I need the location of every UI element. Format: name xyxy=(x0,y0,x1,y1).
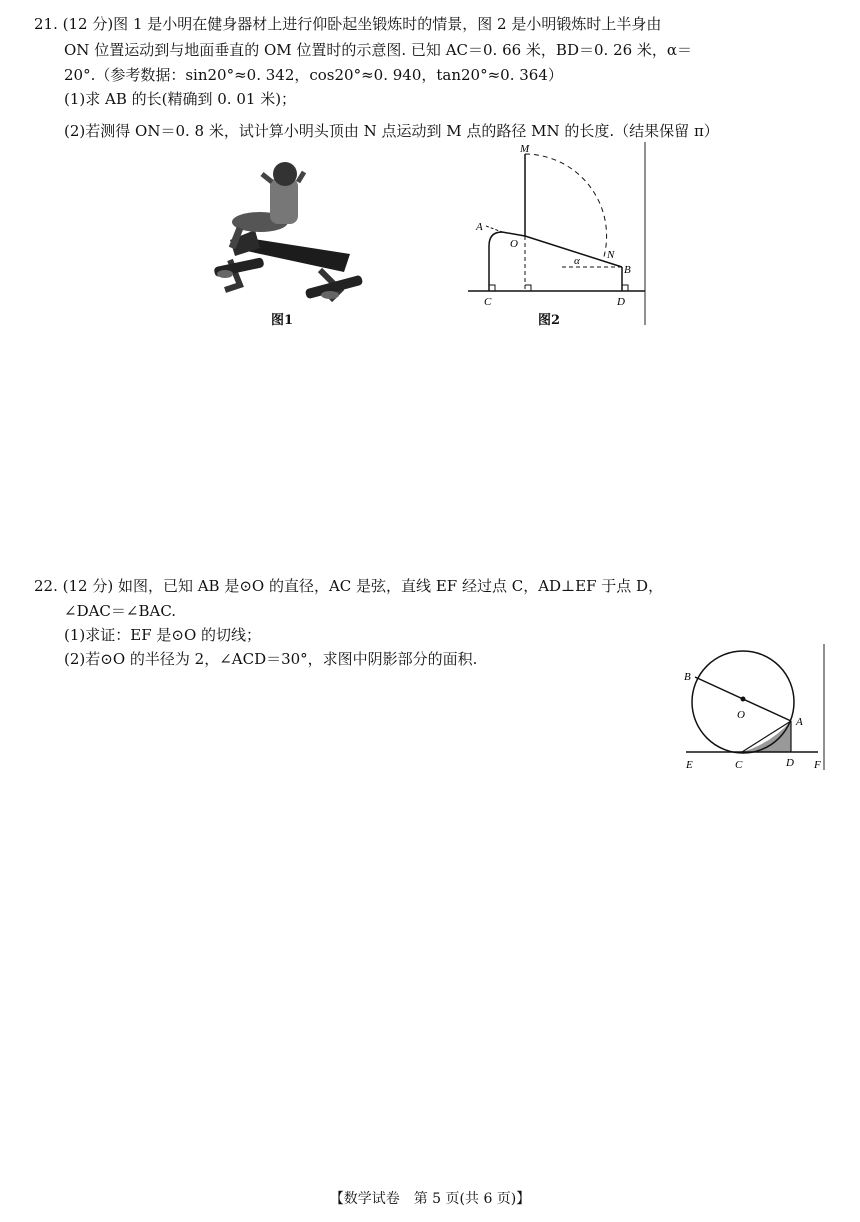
fig2-label-A: A xyxy=(476,221,483,233)
q22-line2: ∠DAC＝∠BAC. xyxy=(64,602,177,620)
fig2-label-alpha: α xyxy=(574,255,580,267)
fig2-label-C: C xyxy=(484,296,492,308)
q21-part2: (2)若测得 ON＝0. 8 米，试计算小明头顶由 N 点运动到 M 点的路径 MN 的长度.（结果保留 π） xyxy=(64,122,719,140)
circle-label-O: O xyxy=(737,709,745,721)
fig2-label-B: B xyxy=(624,264,631,276)
fig2-label-M: M xyxy=(520,143,530,155)
page-footer: 【数学试卷 第 5 页(共 6 页)】 xyxy=(329,1191,531,1207)
figure-2-diagram xyxy=(462,140,652,330)
circle-label-E: E xyxy=(686,759,693,771)
figure-2-caption: 图2 xyxy=(538,313,561,328)
figure-1-caption: 图1 xyxy=(271,313,294,328)
circle-label-C: C xyxy=(735,759,743,771)
figure-1-bench-photo xyxy=(200,150,380,330)
q22-line1: 22. (12 分) 如图，已知 AB 是⊙O 的直径，AC 是弦，直线 EF 经过点 C，AD⊥EF 于点 D， xyxy=(34,577,664,595)
fig2-label-O: O xyxy=(510,238,518,250)
figure-circle-diagram xyxy=(678,640,828,775)
q21-part1: (1)求 AB 的长(精确到 0. 01 米)； xyxy=(64,90,297,108)
circle-label-F: F xyxy=(814,759,821,771)
fig2-label-D: D xyxy=(617,296,625,308)
circle-label-D: D xyxy=(786,757,794,769)
q21-line1: 21. (12 分)图 1 是小明在健身器材上进行仰卧起坐锻炼时的情景，图 2 是小明锻炼时上半身由 xyxy=(34,15,662,33)
q21-line3: 20°.（参考数据：sin20°≈0. 342，cos20°≈0. 940，tan20°≈0. 364） xyxy=(64,66,563,84)
circle-label-A: A xyxy=(796,716,803,728)
fig2-label-N: N xyxy=(607,249,615,261)
q22-part1: (1)求证：EF 是⊙O 的切线； xyxy=(64,626,262,644)
q21-line2: ON 位置运动到与地面垂直的 OM 位置时的示意图. 已知 AC＝0. 66 米，BD＝0. 26 米，α＝ xyxy=(64,41,693,59)
q22-part2: (2)若⊙O 的半径为 2，∠ACD＝30°，求图中阴影部分的面积. xyxy=(64,650,478,668)
circle-label-B: B xyxy=(684,671,691,683)
